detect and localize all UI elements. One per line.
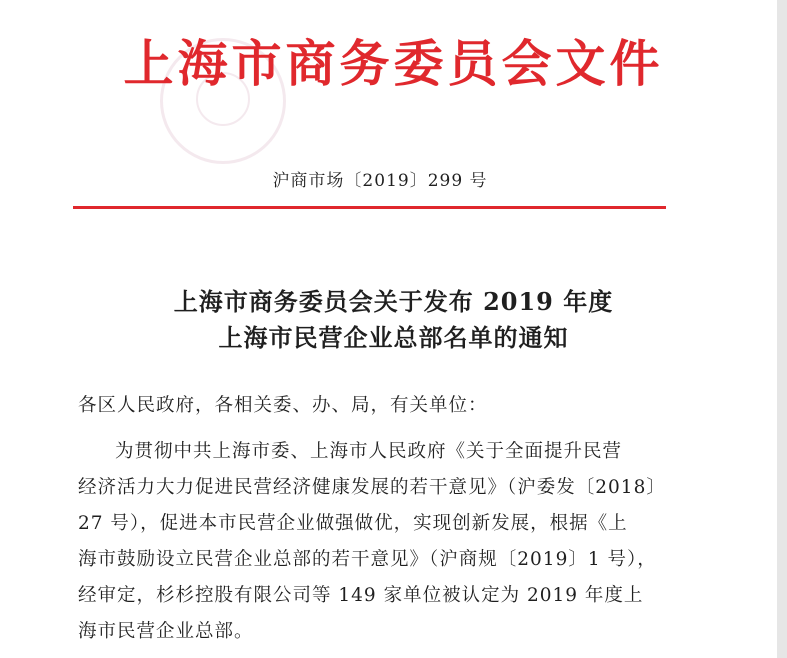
agency-title: 上海市商务委员会文件 (123, 34, 664, 93)
body-line: 经济活力大力促进民营经济健康发展的若干意见》（沪委发〔2018〕 (78, 477, 666, 498)
body-line: 经审定，杉杉控股有限公司等 149 家单位被认定为 2019 年度上 (78, 585, 644, 606)
notice-title-line-2: 上海市民营企业总部名单的通知 (218, 323, 569, 352)
notice-title-line-1: 上海市商务委员会关于发布 2019 年度 (173, 287, 614, 316)
body-paragraph (78, 434, 698, 650)
body-line: 为贯彻中共上海市委、上海市人民政府《关于全面提升民营 (115, 441, 623, 462)
addressee-line: 各区人民政府，各相关委、办、局，有关单位： (78, 395, 488, 416)
document-number: 沪商市场〔2019〕299 号 (272, 171, 488, 191)
body-line: 海市鼓励设立民营企业总部的若干意见》（沪商规〔2019〕1 号）， (78, 549, 657, 570)
body-line: 海市民营企业总部。 (78, 621, 254, 642)
red-divider-line (73, 206, 666, 209)
body-line: 27 号），促进本市民营企业做强做优，实现创新发展，根据《上 (78, 513, 628, 534)
